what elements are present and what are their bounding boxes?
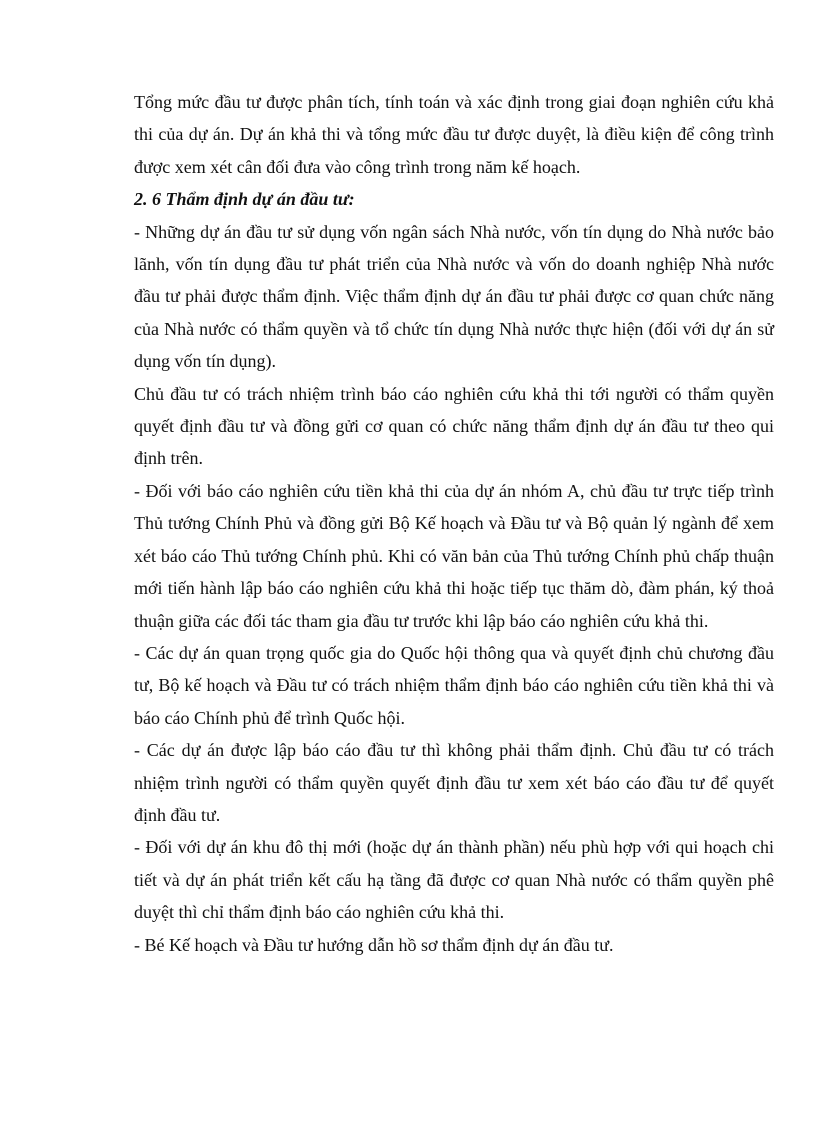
paragraph-group-a-projects: - Đối với báo cáo nghiên cứu tiền khả thi của dự án nhóm A, chủ đầu tư trực tiếp trình Thủ tướng Chính Phủ và đồng gửi Bộ Kế hoạch và Đầu tư và Bộ quản lý ngành để xem xét báo cáo Thủ tướng Chính phủ. Khi có văn bản của Thủ tướng Chính phủ chấp thuận mới tiến hành lập báo cáo nghiên cứu khả thi hoặc tiếp tục thăm dò, đàm phán, ký thoả thuận giữa các đối tác tham gia đầu tư trước khi lập báo cáo nghiên cứu khả thi. bbox=[134, 480, 774, 631]
paragraph-total-investment: Tổng mức đầu tư được phân tích, tính toán và xác định trong giai đoạn nghiên cứu khả thi của dự án. Dự án khả thi và tổng mức đầu tư được duyệt, là điều kiện để công trình được xem xét cân đối đưa vào công trình trong năm kế hoạch. bbox=[134, 92, 774, 177]
paragraph-national-projects: - Các dự án quan trọng quốc gia do Quốc hội thông qua và quyết định chủ chương đầu tư, Bộ kế hoạch và Đầu tư có trách nhiệm thẩm định báo cáo nghiên cứu tiền khả thi và báo cáo Chính phủ để trình Quốc hội. bbox=[134, 642, 774, 728]
document-body bbox=[134, 86, 774, 961]
paragraph-investment-reports: - Các dự án được lập báo cáo đầu tư thì không phải thẩm định. Chủ đầu tư có trách nhiệm trình người có thẩm quyền quyết định đầu tư xem xét báo cáo đầu tư để quyết định đầu tư. bbox=[134, 740, 774, 825]
paragraph-state-funded-projects: - Những dự án đầu tư sử dụng vốn ngân sách Nhà nước, vốn tín dụng do Nhà nước bảo lãnh, vốn tín dụng đầu tư phát triển của Nhà nước và vốn do doanh nghiệp Nhà nước đầu tư phải được thẩm định. Việc thẩm định dự án đầu tư phải được cơ quan chức năng của Nhà nước có thẩm quyền và tổ chức tín dụng Nhà nước thực hiện (đối với dự án sử dụng vốn tín dụng). bbox=[134, 221, 774, 372]
paragraph-investor-responsibility: Chủ đầu tư có trách nhiệm trình báo cáo nghiên cứu khả thi tới người có thẩm quyền quyết định đầu tư và đồng gửi cơ quan có chức năng thẩm định dự án đầu tư theo qui định trên. bbox=[134, 383, 774, 469]
paragraph-urban-area-projects: - Đối với dự án khu đô thị mới (hoặc dự án thành phần) nếu phù hợp với qui hoạch chi tiết và dự án phát triển kết cấu hạ tầng đã được cơ quan Nhà nước có thẩm quyền phê duyệt thì chỉ thẩm định báo cáo nghiên cứu khả thi. bbox=[134, 837, 774, 923]
paragraph-ministry-guidance: - Bé Kế hoạch và Đầu tư hướng dẫn hồ sơ thẩm định dự án đầu tư. bbox=[134, 934, 614, 955]
section-heading: 2. 6 Thẩm định dự án đầu tư: bbox=[134, 189, 355, 210]
